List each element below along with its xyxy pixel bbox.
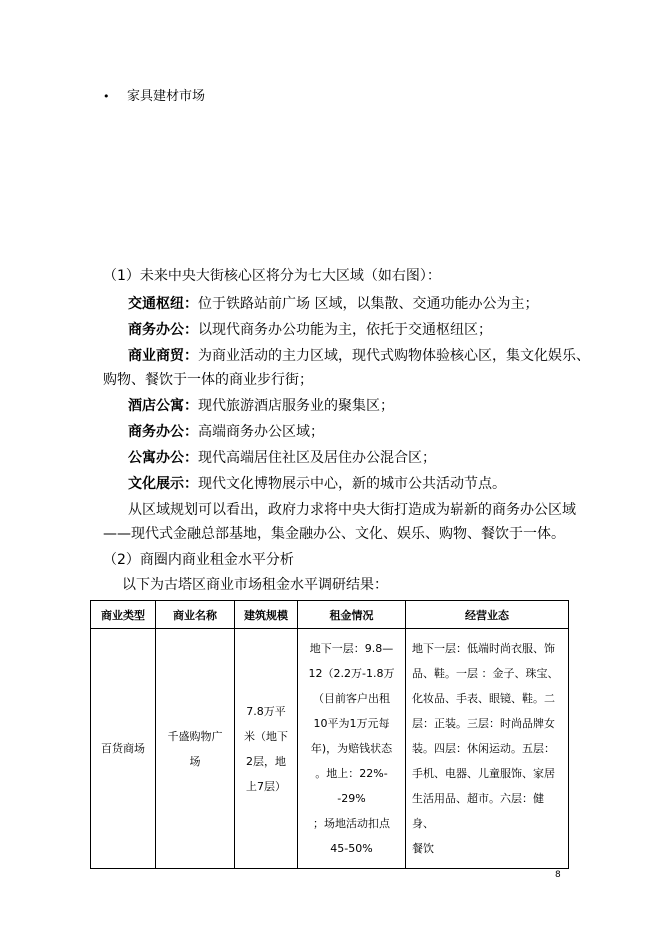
zone-label: 商业商贸： — [128, 348, 198, 364]
bullet-item — [103, 85, 205, 104]
cell-line: 品、鞋。一层 ：金子、珠宝、 — [412, 667, 559, 680]
zone-label: 酒店公寓： — [128, 398, 198, 414]
cell-line: 12（2.2万-1.8万 — [308, 667, 395, 680]
cell-line: 层：正装。三层：时尚品牌女 — [412, 717, 555, 730]
zone-text: 现代高端居住社区及居住办公混合区； — [198, 450, 436, 466]
section1-heading: （1）未来中央大街核心区将分为七大区域（如右图）： — [103, 268, 441, 284]
cell-line: 化妆品、手表、眼镜、鞋。二 — [412, 692, 555, 705]
section2-heading: （2）商圈内商业租金水平分析 — [103, 552, 294, 568]
header-type: 商业类型 — [91, 601, 156, 629]
zone-business-office-2 — [128, 422, 324, 442]
summary-line-1: 从区域规划可以看出，政府力求将中央大街打造成为崭新的商务办公区域 — [128, 502, 576, 518]
zone-label: 商务办公： — [128, 424, 198, 440]
cell-line: （目前客户出租 — [313, 692, 390, 705]
zone-label: 交通枢纽： — [128, 296, 198, 312]
cell-line: 2层，地 — [246, 754, 286, 768]
cell-type: 百货商场 — [91, 629, 156, 869]
cell-line: 10平为1万元每 — [313, 717, 390, 730]
zone-commerce-continued: 购物、餐饮于一体的商业步行街； — [103, 372, 313, 388]
header-rent: 租金情况 — [298, 601, 406, 629]
zone-label: 公寓办公： — [128, 450, 198, 466]
table-intro: 以下为古塔区商业市场租金水平调研结果： — [122, 577, 388, 593]
cell-line: ；场地活动扣点 — [313, 817, 390, 830]
cell-rent — [298, 629, 406, 869]
zone-hotel-apartment — [128, 396, 394, 416]
cell-line: 上7层） — [246, 779, 286, 793]
cell-line: 米（地下 — [244, 729, 288, 743]
zone-culture-display — [128, 474, 506, 494]
cell-line: 千盛购物广 — [167, 729, 223, 743]
table-row — [91, 629, 569, 869]
zone-business-office — [128, 320, 492, 340]
zone-label: 商务办公： — [128, 322, 198, 338]
cell-line: 手机、电器、儿童服饰、家居 — [412, 767, 555, 780]
header-name: 商业名称 — [156, 601, 235, 629]
cell-line: 。地上：22%--29% — [315, 767, 388, 805]
zone-text: 高端商务办公区域； — [198, 424, 324, 440]
zone-traffic-hub — [128, 294, 538, 314]
cell-line: 装。四层：休闲运动。五层： — [412, 742, 555, 755]
cell-line: 7.8万平 — [246, 704, 286, 718]
cell-name — [156, 629, 235, 869]
cell-line: 场 — [189, 754, 201, 768]
cell-business — [406, 629, 569, 869]
cell-line: 地下一层：9.8— — [309, 642, 394, 655]
summary-line-2: ——现代式金融总部基地，集金融办公、文化、娱乐、购物、餐饮于一体。 — [103, 526, 565, 542]
cell-line: 45-50% — [330, 842, 373, 855]
cell-line: 生活用品、超市。六层：健身、 — [412, 792, 544, 830]
bullet-symbol: • — [103, 90, 110, 103]
bullet-text: 家具建材市场 — [127, 89, 206, 104]
cell-line: 餐饮 — [412, 842, 434, 855]
zone-commerce — [128, 346, 590, 366]
zone-text: 以现代商务办公功能为主，依托于交通枢纽区； — [198, 322, 492, 338]
cell-line: 地下一层：低端时尚衣服、饰 — [412, 642, 555, 655]
zone-apartment-office — [128, 448, 436, 468]
header-scale: 建筑规模 — [235, 601, 298, 629]
zone-text: 现代旅游酒店服务业的聚集区； — [198, 398, 394, 414]
rent-table — [90, 600, 569, 869]
zone-text: 为商业活动的主力区域，现代式购物体验核心区，集文化娱乐、 — [198, 348, 590, 364]
zone-text: 现代文化博物展示中心，新的城市公共活动节点。 — [198, 476, 506, 492]
zone-text: 位于铁路站前广场 区域，以集散、交通功能办公为主； — [198, 296, 539, 312]
cell-line: 年)，为赔钱状态 — [310, 742, 393, 755]
header-business: 经营业态 — [406, 601, 569, 629]
cell-scale — [235, 629, 298, 869]
table-header-row — [91, 601, 569, 629]
zone-label: 文化展示： — [128, 476, 198, 492]
page-number: 8 — [555, 870, 561, 880]
